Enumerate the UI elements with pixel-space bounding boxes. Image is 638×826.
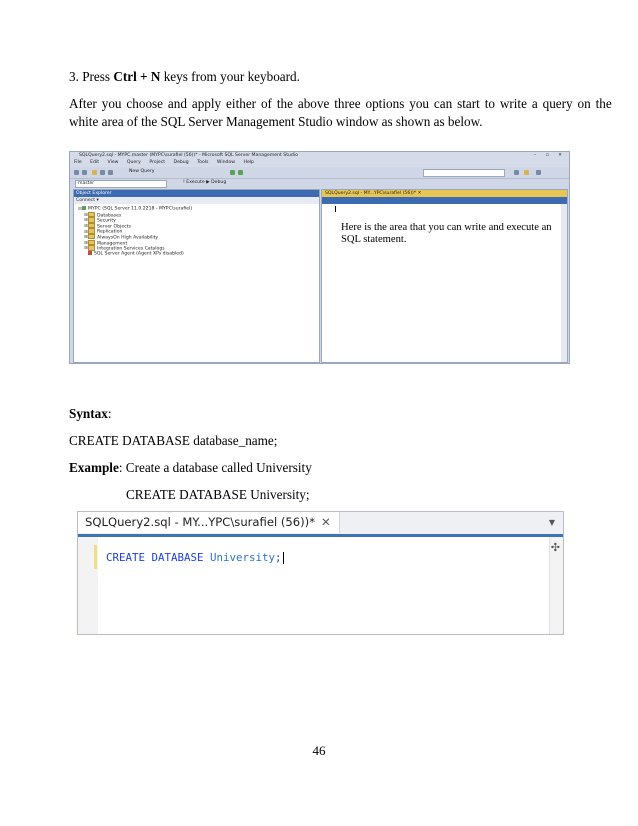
- tab-dropdown-icon: ▼: [548, 518, 555, 527]
- intro-line-1: After you choose and apply either of the above three options you can start to write a query on the: [69, 96, 612, 111]
- syntax-statement: CREATE DATABASE database_name;: [69, 433, 278, 448]
- example-line: Example: Create a database called University: [69, 460, 312, 475]
- text-cursor: [283, 552, 284, 564]
- ssms-query-editor: [321, 189, 568, 363]
- database-select: master: [75, 180, 167, 188]
- menu-tools: Tools: [197, 160, 209, 165]
- forward-icon: [82, 170, 87, 175]
- tree-node-security: ⊞ Security: [84, 218, 116, 224]
- editor-scrollbar: [561, 204, 567, 362]
- text-cursor: [335, 206, 336, 212]
- server-icon: [82, 206, 86, 210]
- close-icon: ✕: [321, 515, 331, 529]
- change-marker: [94, 545, 97, 569]
- split-icon: ✣: [550, 541, 560, 554]
- tree-node-server-objects: ⊞ Server Objects: [84, 224, 131, 230]
- query-editor-screenshot: [77, 511, 564, 635]
- query-tab: SQLQuery2.sql - MY...YPC\surafiel (56))* ✕: [78, 512, 340, 533]
- tree-node-databases: ⊞ Databases: [84, 212, 122, 218]
- menu-file: File: [74, 160, 82, 165]
- page-number: 46: [312, 743, 326, 758]
- menu-debug: Debug: [173, 160, 189, 165]
- agent-icon: [88, 251, 92, 255]
- menu-edit: Edit: [90, 160, 100, 165]
- ssms-screenshot: [69, 151, 570, 364]
- editor-annotation: Here is the area that you can write and execute an SQL statement.: [341, 222, 552, 245]
- connect-label: Connect ▾: [74, 197, 319, 204]
- tree-node-alwayson: ⊞ AlwaysOn High Availability: [84, 235, 159, 241]
- tree-node-server: ⊟ MYPC (SQL Server 11.0.2218 - MYPC\surafiel): [78, 206, 193, 212]
- step-3-instruction: 3. Press Ctrl + N keys from your keyboard.: [69, 69, 300, 84]
- ssms-window-title: SQLQuery2.sql - MYPC.master (MYPC\surafiel (56))* - Microsoft SQL Server Management Studio: [79, 153, 298, 158]
- sql-code: CREATE DATABASE University;: [106, 551, 282, 564]
- menu-query: Query: [126, 160, 141, 165]
- new-query-button: New Query: [129, 169, 155, 174]
- object-explorer-title: Object Explorer: [74, 190, 319, 197]
- window-buttons: – ▫ ✕: [533, 153, 566, 158]
- syntax-heading: Syntax:: [69, 406, 112, 421]
- undo-icon: [230, 170, 235, 175]
- options-icon: [536, 170, 541, 175]
- tree-node-integration-services: ⊞ Integration Services Catalogs: [84, 246, 165, 252]
- menu-help: Help: [243, 160, 254, 165]
- shortcut-keys: Ctrl + N: [113, 69, 161, 84]
- tree-node-management: ⊞ Management: [84, 240, 128, 246]
- object-explorer: [73, 189, 320, 363]
- ssms-editor-tab: SQLQuery2.sql - MY...YPC\surafiel (56))* ✕: [322, 190, 567, 197]
- properties-icon: [514, 170, 519, 175]
- object-explorer-tree: [74, 204, 319, 256]
- open-file-icon: [92, 170, 97, 175]
- menu-project: Project: [149, 160, 166, 165]
- intro-line-2: white area of the SQL Server Management Studio window as shown as below.: [69, 114, 483, 129]
- menu-view: View: [107, 160, 119, 165]
- tree-node-sql-agent: SQL Server Agent (Agent XPs disabled): [78, 251, 319, 257]
- back-icon: [74, 170, 79, 175]
- ssms-menu-bar: [70, 160, 569, 167]
- toolbox-icon: [524, 170, 529, 175]
- execute-button: ! Execute ▶ Debug: [183, 180, 227, 185]
- save-all-icon: [108, 170, 113, 175]
- ssms-title-bar: [70, 152, 569, 160]
- save-icon: [100, 170, 105, 175]
- menu-window: Window: [216, 160, 236, 165]
- example-statement: CREATE DATABASE University;: [126, 487, 310, 502]
- toolbar-search-box: [423, 169, 505, 177]
- redo-icon: [238, 170, 243, 175]
- tree-node-replication: ⊞ Replication: [84, 229, 123, 235]
